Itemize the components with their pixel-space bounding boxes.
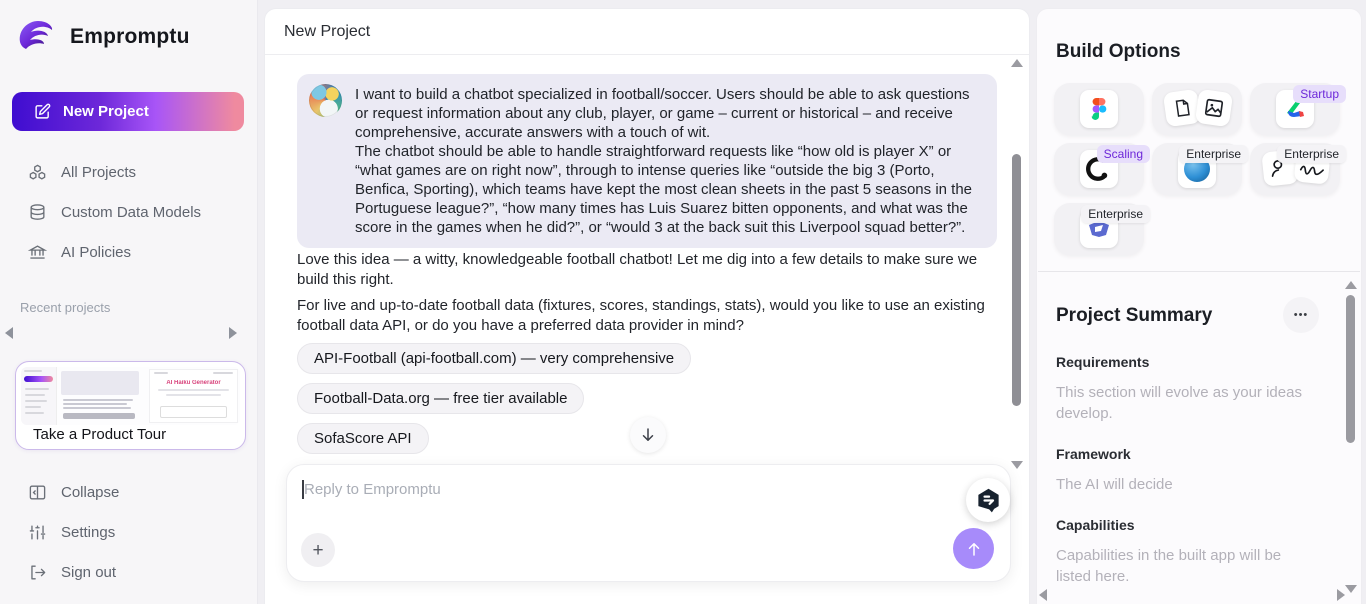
build-option-figma[interactable] — [1054, 83, 1144, 135]
summary-scroll-right-icon[interactable] — [1337, 589, 1345, 601]
new-project-button[interactable] — [12, 92, 244, 131]
summary-scrollbar-thumb[interactable] — [1346, 295, 1355, 443]
chat-assistant-widget-button[interactable] — [966, 478, 1010, 522]
scroll-to-bottom-button[interactable] — [630, 417, 666, 453]
summary-scroll-left-icon[interactable] — [1039, 589, 1047, 601]
document-icon — [1163, 89, 1201, 127]
scrollbar-down-icon[interactable] — [1011, 461, 1023, 469]
chat-scrollbar-thumb[interactable] — [1012, 154, 1021, 406]
database-icon — [28, 203, 47, 222]
enterprise-badge: Enterprise — [1081, 205, 1150, 223]
assistant-hexagon-icon — [975, 487, 1002, 514]
sidebar-item-label: Collapse — [61, 483, 120, 501]
user-avatar — [309, 84, 342, 117]
thumb-mini-app — [149, 369, 238, 423]
scaling-badge: Scaling — [1097, 145, 1150, 163]
right-panel — [1036, 8, 1362, 604]
requirements-body: This section will evolve as your ideas develop. — [1056, 384, 1302, 422]
figma-logo — [1080, 90, 1118, 128]
summary-horizontal-scrollbar[interactable] — [1039, 588, 1345, 600]
recent-projects-label: Recent projects — [20, 300, 111, 315]
institution-icon — [28, 243, 47, 262]
build-option-startup[interactable] — [1250, 83, 1340, 135]
product-tour-thumbnail — [21, 367, 240, 425]
product-tour-caption: Take a Product Tour — [33, 426, 167, 443]
enterprise-badge: Enterprise — [1179, 145, 1248, 163]
sidebar-item-ai-policies[interactable] — [0, 236, 258, 268]
send-button[interactable] — [953, 528, 994, 569]
sidebar-item-label: Sign out — [61, 563, 117, 581]
image-icon — [1195, 89, 1233, 127]
suggestion-chip-api-football[interactable]: API-Football (api-football.com) — very comprehensive — [297, 343, 691, 374]
build-options-title: Build Options — [1056, 41, 1181, 62]
user-message-p1: I want to build a chatbot specialized in football/soccer. Users should be able to ask questions or request information about any club, player, or game – current or historical – and receive comprehensive, accurate answers with a touch of wit. — [355, 86, 970, 141]
recent-scroll-left-icon[interactable] — [5, 327, 13, 339]
framework-heading: Framework — [1056, 446, 1131, 462]
sidebar-item-custom-data-models[interactable] — [0, 196, 258, 228]
sidebar-item-label: All Projects — [61, 163, 137, 181]
capabilities-body: Capabilities in the built app will be listed here. — [1056, 547, 1282, 585]
thumb-mini-chat — [61, 371, 145, 421]
sliders-icon — [28, 523, 47, 542]
sidebar-item-all-projects[interactable] — [0, 156, 258, 188]
arrow-down-icon — [639, 426, 657, 444]
build-option-enterprise-1[interactable] — [1152, 143, 1242, 195]
panel-divider — [1038, 271, 1360, 272]
sidebar-item-collapse[interactable] — [0, 476, 258, 508]
left-sidebar — [0, 0, 258, 604]
chat-scrollbar[interactable] — [1011, 59, 1021, 469]
collapse-panel-icon — [28, 483, 47, 502]
build-option-scaling[interactable] — [1054, 143, 1144, 195]
new-project-label: New Project — [63, 103, 149, 120]
scrollbar-up-icon[interactable] — [1011, 59, 1023, 67]
brand-name: Empromptu — [70, 25, 190, 48]
requirements-heading: Requirements — [1056, 354, 1150, 370]
user-message-bubble — [297, 74, 997, 248]
sidebar-item-sign-out[interactable] — [0, 556, 258, 588]
thumb-app-title: AI Haiku Generator — [166, 380, 221, 386]
suggestion-chip-sofascore[interactable]: SofaScore API — [297, 423, 429, 454]
arrow-up-icon — [965, 540, 983, 558]
build-option-enterprise-3[interactable] — [1054, 203, 1144, 255]
sign-out-icon — [28, 563, 47, 582]
sidebar-item-label: Custom Data Models — [61, 203, 202, 221]
framework-body: The AI will decide — [1056, 476, 1173, 493]
recent-scroll-right-icon[interactable] — [229, 327, 237, 339]
chat-panel — [264, 8, 1030, 604]
brand — [14, 16, 190, 58]
edit-pencil-icon — [34, 103, 51, 120]
text-caret — [302, 480, 304, 499]
reply-composer[interactable] — [286, 464, 1011, 582]
add-attachment-button[interactable]: + — [301, 533, 335, 567]
sidebar-item-label: AI Policies — [61, 243, 132, 261]
chat-header — [265, 9, 1029, 55]
product-tour-card[interactable] — [15, 361, 246, 450]
chat-title: New Project — [284, 22, 371, 40]
reply-input[interactable] — [304, 477, 924, 501]
capabilities-heading: Capabilities — [1056, 517, 1135, 533]
build-option-enterprise-2[interactable] — [1250, 143, 1340, 195]
user-message-p2: The chatbot should be able to handle straightforward requests like “how old is player X” or “what games are on right now”, through to intense queries like “outside the big 3 (Porto, Benfica, Sporting), which teams have kept the most clean sheets in the past 5 seasons in the Portuguese league?”, “how many times has Luis Suarez bitten opponents, and what was the score in the games when he did?”, or “would 3 at the back suit this Liverpool squad better?”. — [355, 143, 973, 236]
enterprise-badge: Enterprise — [1277, 145, 1346, 163]
suggestion-chip-football-data[interactable]: Football-Data.org — free tier available — [297, 383, 584, 414]
summary-scroll-up-icon[interactable] — [1345, 281, 1357, 289]
summary-more-button[interactable]: ••• — [1283, 297, 1319, 333]
sidebar-item-settings[interactable] — [0, 516, 258, 548]
startup-badge: Startup — [1293, 85, 1346, 103]
assistant-message-p1: Love this idea — a witty, knowledgeable football chatbot! Let me dig into a few details to make sure we build this right. — [297, 251, 978, 288]
empromptu-logo-icon — [14, 16, 56, 58]
summary-scrollbar[interactable] — [1345, 281, 1357, 593]
assistant-message-p2: For live and up-to-date football data (fixtures, scores, standings, stats), would you like to use an existing football data API, or do you have a preferred data provider in mind? — [297, 297, 985, 334]
sidebar-item-label: Settings — [61, 523, 116, 541]
project-summary-title: Project Summary — [1056, 305, 1213, 326]
thumb-mini-sidebar — [21, 367, 57, 425]
projects-grid-icon — [28, 163, 47, 182]
build-option-documents[interactable] — [1152, 83, 1242, 135]
thumb-app-input — [160, 406, 227, 418]
summary-scroll-down-icon[interactable] — [1345, 585, 1357, 593]
